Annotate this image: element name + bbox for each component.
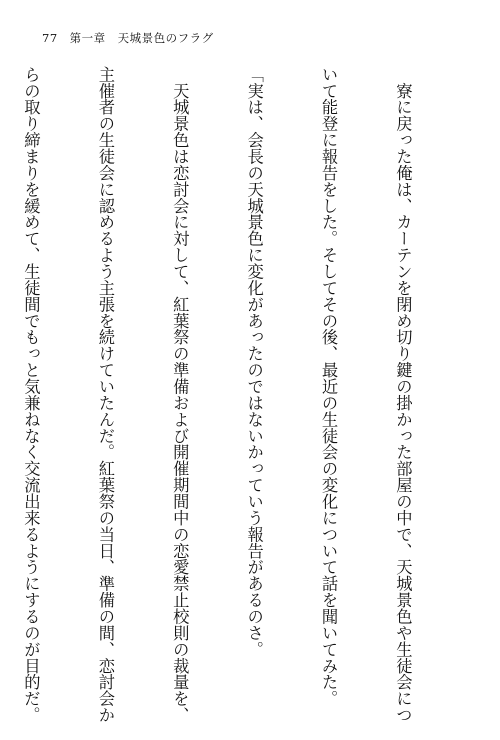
text-line: 天城景色は恋討会に対して、紅葉祭の準備および開催期間中の恋愛禁止校則の裁量を、 [170,66,190,724]
text-line: 「実は、会長の天城景色に変化があったのではないかっていう報告があるのさ。 [244,66,264,658]
text-line: 寮に戻った俺は、カーテンを閉め切り鍵の掛かった部屋の中で、天城景色や生徒会につ [393,66,413,724]
text-line: 主催者の生徒会に認めるよう主張を続けていたんだ。紅葉祭の当日、準備の間、恋討会か [95,66,115,724]
vertical-body-text [21,66,464,724]
page-number: 77 [42,31,58,45]
running-header [42,30,214,46]
text-line: いて能登に報告をした。そしてその後、最近の生徒会の変化について話を聞いてみた。 [319,66,339,707]
text-line: らの取り締まりを緩めて、生徒間でもっと気兼ねなく交流出来るようにするのが目的だ。 [21,66,41,724]
chapter-title: 第一章 天城景色のフラグ [69,31,214,45]
